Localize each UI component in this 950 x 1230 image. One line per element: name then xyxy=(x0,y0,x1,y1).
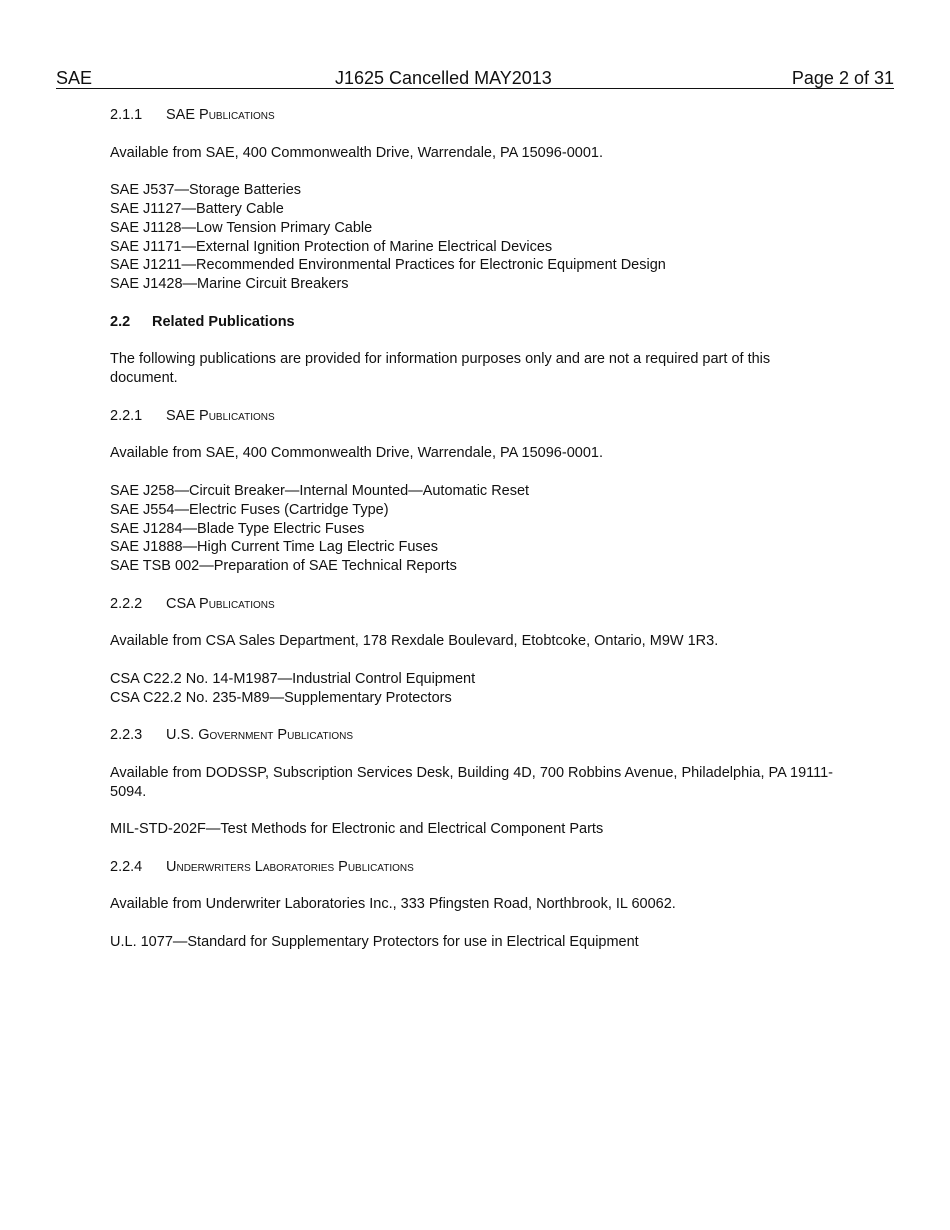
section-heading-2-2-4: 2.2.4 Underwriters Laboratories Publications xyxy=(110,858,414,875)
reference-item: SAE J1284—Blade Type Electric Fuses xyxy=(110,520,365,537)
availability-text: Available from CSA Sales Department, 178 Rexdale Boulevard, Etobtcoke, Ontario, M9W 1R3. xyxy=(110,633,719,650)
section-heading-2-2-1: 2.2.1 SAE Publications xyxy=(110,407,275,424)
availability-text: Available from Underwriter Laboratories Inc., 333 Pfingsten Road, Northbrook, IL 60062. xyxy=(110,896,676,913)
reference-item: SAE J1211—Recommended Environmental Practices for Electronic Equipment Design xyxy=(110,257,666,274)
reference-item: U.L. 1077—Standard for Supplementary Protectors for use in Electrical Equipment xyxy=(110,934,639,951)
reference-item: SAE J258—Circuit Breaker—Internal Mounted—Automatic Reset xyxy=(110,482,530,499)
reference-item: CSA C22.2 No. 235-M89—Supplementary Protectors xyxy=(110,689,452,706)
reference-item: SAE J554—Electric Fuses (Cartridge Type) xyxy=(110,501,389,518)
section-heading-2-2-2: 2.2.2 CSA Publications xyxy=(110,595,275,612)
reference-item: CSA C22.2 No. 14-M1987—Industrial Control Equipment xyxy=(110,670,476,687)
section-heading-2-2: 2.2 Related Publications xyxy=(110,313,295,330)
availability-text: Available from DODSSP, Subscription Services Desk, Building 4D, 700 Robbins Avenue, Philadelphia, PA 19111-5094. xyxy=(110,764,833,800)
header-document-id: J1625 Cancelled MAY2013 xyxy=(335,68,552,88)
section-heading-2-2-3: 2.2.3 U.S. Government Publications xyxy=(110,727,354,744)
section-heading-2-1-1: 2.1.1 SAE Publications xyxy=(110,107,275,123)
reference-item: SAE J537—Storage Batteries xyxy=(110,182,302,199)
document-body xyxy=(110,106,840,952)
reference-item: SAE J1428—Marine Circuit Breakers xyxy=(110,276,349,293)
reference-item: SAE J1888—High Current Time Lag Electric Fuses xyxy=(110,539,438,556)
header-page-number: Page 2 of 31 xyxy=(791,68,894,88)
availability-text: Available from SAE, 400 Commonwealth Drive, Warrendale, PA 15096-0001. xyxy=(110,445,603,462)
intro-paragraph: The following publications are provided for information purposes only and are not a required part of this document. xyxy=(110,351,771,387)
reference-item: SAE J1171—External Ignition Protection of Marine Electrical Devices xyxy=(110,238,553,255)
page-header xyxy=(56,68,894,89)
reference-item: SAE J1128—Low Tension Primary Cable xyxy=(110,219,373,236)
availability-text: Available from SAE, 400 Commonwealth Drive, Warrendale, PA 15096-0001. xyxy=(110,144,603,161)
reference-item: SAE J1127—Battery Cable xyxy=(110,200,284,217)
reference-item: MIL-STD-202F—Test Methods for Electronic and Electrical Component Parts xyxy=(110,821,604,838)
header-org: SAE xyxy=(56,68,93,88)
reference-item: SAE TSB 002—Preparation of SAE Technical Reports xyxy=(110,558,457,575)
